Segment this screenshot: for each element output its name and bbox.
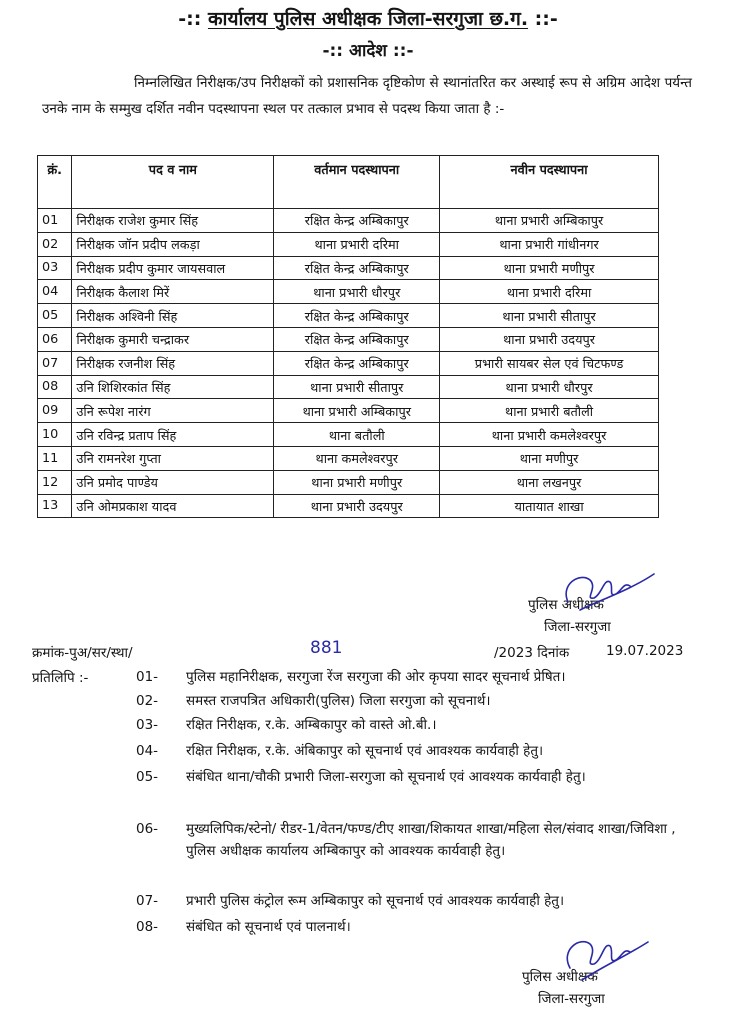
copy-number: 06-	[136, 821, 159, 837]
copy-text: संबंधित को सूचनार्थ एवं पालनार्थ।	[186, 919, 351, 935]
table-row	[38, 351, 659, 375]
reference-prefix: क्रमांक-पुअ/सर/स्था/	[32, 645, 133, 661]
copy-number: 02-	[136, 693, 159, 709]
table-row	[38, 232, 659, 256]
cell-new: थाना प्रभारी गांधीनगर	[440, 232, 659, 256]
cell-name: उनि रूपेश नारंग	[72, 399, 274, 423]
cell-name: निरीक्षक रजनीश सिंह	[72, 351, 274, 375]
cell-new: थाना प्रभारी धौरपुर	[440, 375, 659, 399]
cell-current: थाना प्रभारी दरिमा	[274, 232, 440, 256]
intro-text: निम्नलिखित निरीक्षक/उप निरीक्षकों को प्रशासनिक दृष्टिकोण से स्थानांतरित कर अस्थाई रूप से अग्रिम आदेश पर्यन्त उनके नाम के सम्मुख दर्शित नवीन पदस्थापना स्थल पर तत्काल प्रभाव से पदस्थ किया जाता है :-	[42, 75, 692, 117]
reference-date: 19.07.2023	[606, 643, 684, 659]
cell-current: थाना प्रभारी धौरपुर	[274, 280, 440, 304]
cell-serial: 06	[38, 327, 72, 351]
cell-new: थाना प्रभारी बतौली	[440, 399, 659, 423]
cell-current: रक्षित केन्द्र अम्बिकापुर	[274, 256, 440, 280]
cell-serial: 05	[38, 304, 72, 328]
copy-text: संबंधित थाना/चौकी प्रभारी जिला-सरगुजा को सूचनार्थ एवं आवश्यक कार्यवाही हेतु।	[186, 769, 586, 785]
table-row	[38, 423, 659, 447]
signatory-district: जिला-सरगुजा	[544, 619, 611, 635]
cell-new: थाना प्रभारी कमलेश्वरपुर	[440, 423, 659, 447]
cell-name: निरीक्षक कुमारी चन्द्राकर	[72, 327, 274, 351]
cell-new: थाना प्रभारी उदयपुर	[440, 327, 659, 351]
table-row	[38, 327, 659, 351]
cell-new: थाना प्रभारी अम्बिकापुर	[440, 209, 659, 233]
cell-name: उनि रामनरेश गुप्ता	[72, 446, 274, 470]
cell-name: निरीक्षक अश्विनी सिंह	[72, 304, 274, 328]
reference-line	[32, 639, 692, 663]
cell-current: थाना बतौली	[274, 423, 440, 447]
col-serial-header: क्रं.	[38, 156, 72, 209]
table-row	[38, 256, 659, 280]
signatory-designation: पुलिस अधीक्षक	[528, 597, 604, 613]
handwritten-signature	[548, 928, 658, 986]
table-row	[38, 304, 659, 328]
cell-name: उनि रविन्द्र प्रताप सिंह	[72, 423, 274, 447]
copy-number: 05-	[136, 769, 159, 785]
cell-new: यातायात शाखा	[440, 494, 659, 518]
cell-new: थाना प्रभारी सीतापुर	[440, 304, 659, 328]
cell-serial: 01	[38, 209, 72, 233]
cell-serial: 11	[38, 446, 72, 470]
title-prefix: -::	[178, 8, 208, 30]
copy-number: 01-	[136, 669, 159, 685]
table-row	[38, 399, 659, 423]
col-new-header: नवीन पदस्थापना	[440, 156, 659, 209]
handwritten-signature	[550, 564, 660, 622]
cell-current: रक्षित केन्द्र अम्बिकापुर	[274, 351, 440, 375]
cell-current: रक्षित केन्द्र अम्बिकापुर	[274, 327, 440, 351]
signature-block-top	[528, 594, 698, 644]
cell-serial: 13	[38, 494, 72, 518]
copy-text: प्रभारी पुलिस कंट्रोल रूम अम्बिकापुर को सूचनार्थ एवं आवश्यक कार्यवाही हेतु।	[186, 893, 565, 909]
copy-number: 04-	[136, 743, 159, 759]
transfer-table	[37, 155, 659, 518]
table-row	[38, 446, 659, 470]
intro-paragraph	[42, 70, 692, 122]
copy-number: 03-	[136, 717, 159, 733]
copy-number: 08-	[136, 919, 159, 935]
cell-current: रक्षित केन्द्र अम्बिकापुर	[274, 304, 440, 328]
table-row	[38, 280, 659, 304]
copy-text: पुलिस महानिरीक्षक, सरगुजा रेंज सरगुजा की ओर कृपया सादर सूचनार्थ प्रेषित।	[186, 669, 566, 685]
col-name-header: पद व नाम	[72, 156, 274, 209]
reference-number: 881	[310, 638, 343, 658]
signatory-district: जिला-सरगुजा	[538, 991, 605, 1007]
cell-current: थाना कमलेश्वरपुर	[274, 446, 440, 470]
cell-serial: 07	[38, 351, 72, 375]
reference-year: /2023 दिनांक	[494, 645, 570, 661]
table-header-row	[38, 156, 659, 209]
cell-serial: 12	[38, 470, 72, 494]
table-row	[38, 375, 659, 399]
cell-new: थाना लखनपुर	[440, 470, 659, 494]
office-name: कार्यालय पुलिस अधीक्षक जिला-सरगुजा छ.ग.	[207, 8, 529, 30]
office-title	[0, 5, 736, 31]
order-heading: -:: आदेश ::-	[322, 41, 414, 61]
cell-serial: 03	[38, 256, 72, 280]
cell-current: रक्षित केन्द्र अम्बिकापुर	[274, 209, 440, 233]
cell-current: थाना प्रभारी सीतापुर	[274, 375, 440, 399]
copy-text: मुख्यलिपिक/स्टेनो/ रीडर-1/वेतन/फण्ड/टीए शाखा/शिकायत शाखा/महिला सेल/संवाद शाखा/जिविशा , पुलिस अधीक्षक कार्यालय अम्बिकापुर को आवश्यक कार्यवाही हेतु।	[186, 821, 676, 859]
cell-name: उनि प्रमोद पाण्डेय	[72, 470, 274, 494]
table-row	[38, 470, 659, 494]
signature-block-bottom	[522, 966, 692, 1016]
cell-name: निरीक्षक राजेश कुमार सिंह	[72, 209, 274, 233]
col-current-header: वर्तमान पदस्थापना	[274, 156, 440, 209]
copy-text: रक्षित निरीक्षक, र.के. अंबिकापुर को सूचनार्थ एवं आवश्यक कार्यवाही हेतु।	[186, 743, 544, 759]
cell-current: थाना प्रभारी उदयपुर	[274, 494, 440, 518]
table-row	[38, 209, 659, 233]
cell-serial: 09	[38, 399, 72, 423]
title-suffix: ::-	[528, 8, 558, 30]
cell-new: थाना मणीपुर	[440, 446, 659, 470]
cell-serial: 02	[38, 232, 72, 256]
signatory-designation: पुलिस अधीक्षक	[522, 969, 598, 985]
cell-name: उनि शिशिरकांत सिंह	[72, 375, 274, 399]
cell-current: थाना प्रभारी मणीपुर	[274, 470, 440, 494]
cell-serial: 04	[38, 280, 72, 304]
cell-new: थाना प्रभारी दरिमा	[440, 280, 659, 304]
cell-name: निरीक्षक प्रदीप कुमार जायसवाल	[72, 256, 274, 280]
copy-text: रक्षित निरीक्षक, र.के. अम्बिकापुर को वास्ते ओ.बी.।	[186, 717, 437, 733]
cell-current: थाना प्रभारी अम्बिकापुर	[274, 399, 440, 423]
cell-serial: 08	[38, 375, 72, 399]
cell-name: निरीक्षक जॉन प्रदीप लकड़ा	[72, 232, 274, 256]
table-row	[38, 494, 659, 518]
cell-name: उनि ओमप्रकाश यादव	[72, 494, 274, 518]
cell-name: निरीक्षक कैलाश मिरें	[72, 280, 274, 304]
cell-new: थाना प्रभारी मणीपुर	[440, 256, 659, 280]
cell-new: प्रभारी सायबर सेल एवं चिटफण्ड	[440, 351, 659, 375]
cell-serial: 10	[38, 423, 72, 447]
copy-to-label: प्रतिलिपि :-	[32, 670, 89, 686]
copy-number: 07-	[136, 893, 159, 909]
copy-text: समस्त राजपत्रित अधिकारी(पुलिस) जिला सरगुजा को सूचनार्थ।	[186, 693, 491, 709]
